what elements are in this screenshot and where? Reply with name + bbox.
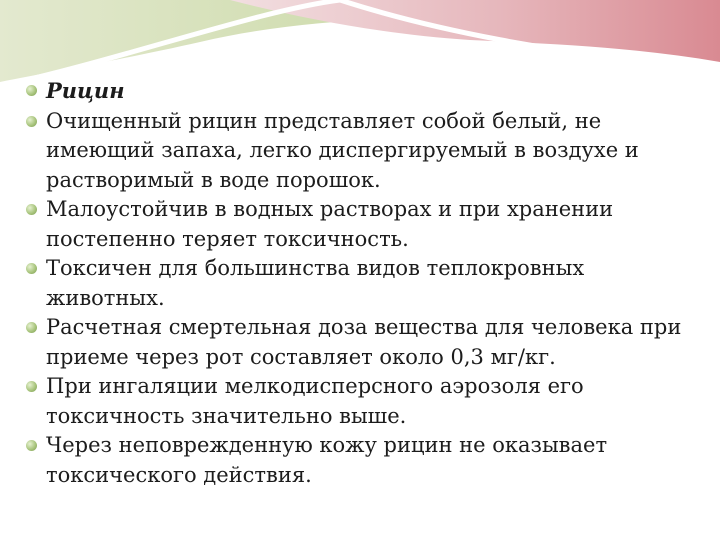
bullet-text: Через неповрежденную кожу рицин не оказывает токсического действия.: [46, 433, 608, 487]
bullet-item: [24, 313, 704, 372]
bullet-dot-icon: [26, 263, 37, 274]
bullet-dot-icon: [26, 85, 37, 96]
bullet-text: Малоустойчив в водных растворах и при хранении постепенно теряет токсичность.: [46, 197, 614, 251]
bullet-list: [24, 76, 704, 490]
bullet-dot-icon: [26, 440, 37, 451]
bullet-text: Очищенный рицин представляет собой белый, не имеющий запаха, легко диспергируемый в воздухе и растворимый в воде порошок.: [46, 108, 639, 192]
bullet-dot-icon: [26, 204, 37, 215]
bullet-item: [24, 372, 704, 431]
header-wave-pink: [230, 0, 720, 62]
slide-content: [24, 76, 704, 490]
bullet-item: [24, 195, 704, 254]
bullet-item: [24, 107, 704, 196]
bullet-text: Токсичен для большинства видов теплокровных животных.: [46, 256, 585, 310]
bullet-text: При ингаляции мелкодисперсного аэрозоля его токсичность значительно выше.: [46, 374, 584, 428]
bullet-item: [24, 254, 704, 313]
bullet-dot-icon: [26, 322, 37, 333]
bullet-dot-icon: [26, 116, 37, 127]
bullet-title-text: Рицин: [46, 78, 125, 103]
bullet-item: [24, 431, 704, 490]
bullet-item: [24, 76, 704, 107]
bullet-text: Расчетная смертельная доза вещества для человека при приеме через рот составляет около 0,3 мг/кг.: [46, 315, 682, 369]
bullet-dot-icon: [26, 381, 37, 392]
